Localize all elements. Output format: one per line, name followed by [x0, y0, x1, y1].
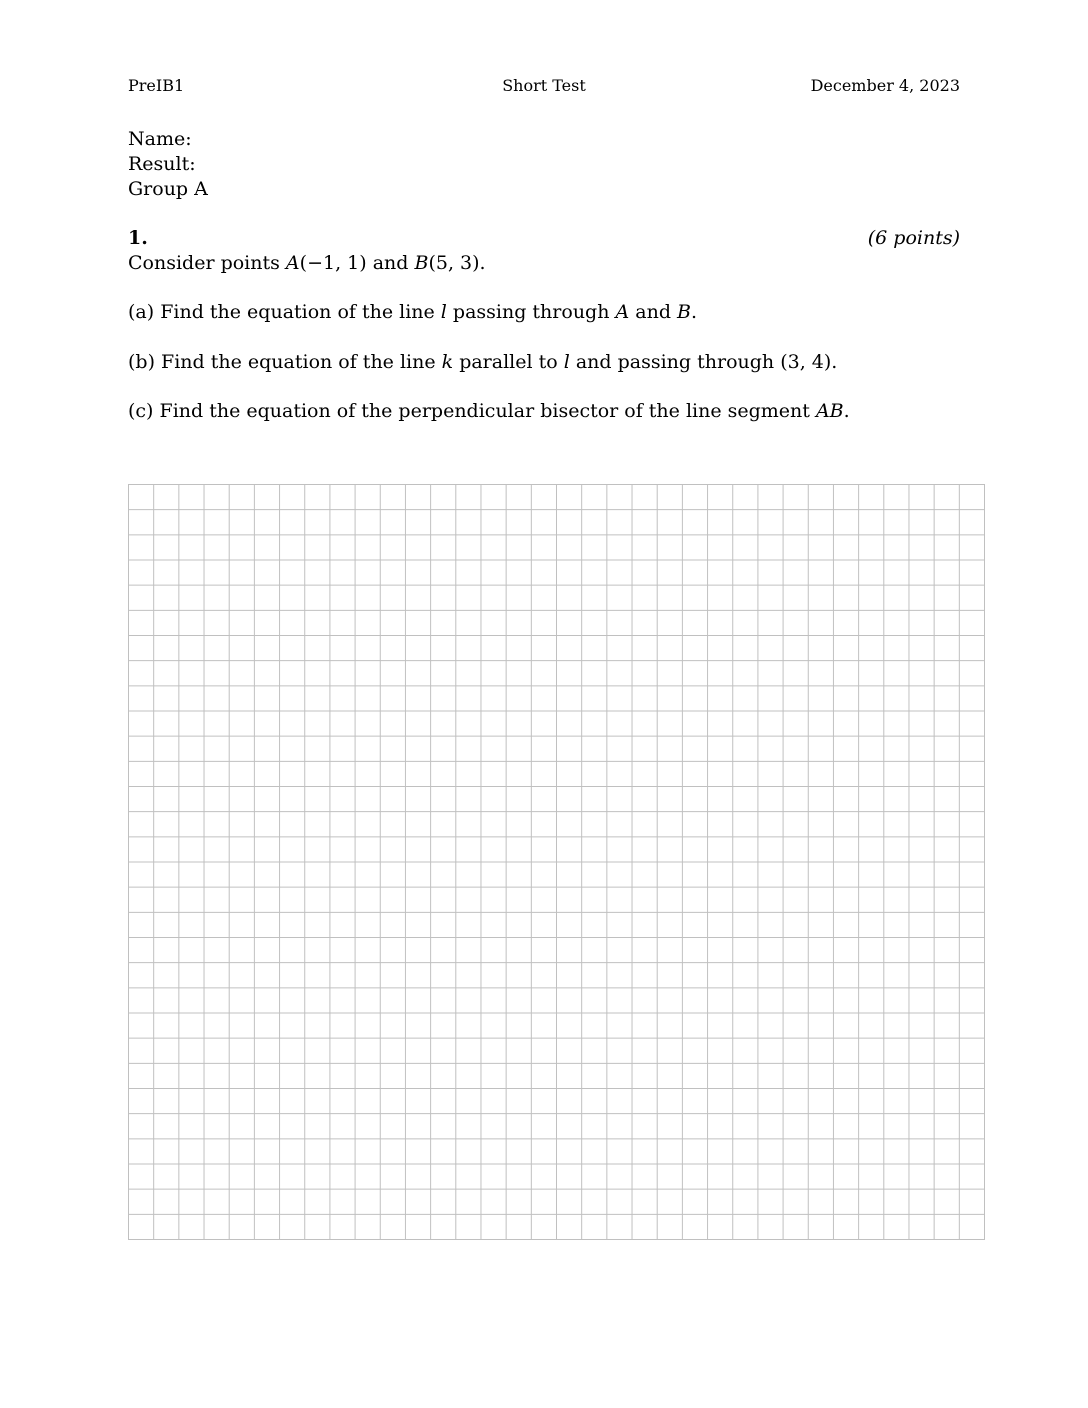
point-coords: (3, 4): [780, 351, 832, 373]
part-a-text: Find the equation of the line: [154, 301, 441, 323]
part-a-text: .: [691, 301, 698, 323]
test-date: December 4, 2023: [810, 76, 960, 95]
part-a-label: (a): [128, 301, 155, 323]
point-b-coords: (5, 3): [428, 252, 480, 274]
problem-number: 1.: [128, 227, 148, 249]
result-label: Result:: [128, 153, 196, 175]
intro-prefix: Consider points: [128, 252, 286, 274]
var-a: A: [615, 301, 630, 323]
point-a-label: A: [285, 252, 300, 274]
answer-grid: [128, 484, 985, 1240]
group-label: Group A: [128, 178, 208, 200]
student-info: [128, 127, 208, 202]
part-b-label: (b): [128, 351, 155, 373]
var-ab: AB: [815, 400, 844, 422]
part-b-text: parallel to: [453, 351, 564, 373]
intro-and: and: [366, 252, 415, 274]
grid-paper: [128, 484, 985, 1240]
var-k: k: [441, 351, 454, 373]
part-a-text: and: [629, 301, 678, 323]
part-b-text: and passing through: [569, 351, 781, 373]
course-code: PreIB1: [128, 76, 185, 95]
part-c: [128, 400, 850, 422]
part-c-text: Find the equation of the perpendicular bisector of the line segment: [153, 400, 816, 422]
var-l: l: [563, 351, 570, 373]
point-b-label: B: [414, 252, 429, 274]
name-label: Name:: [128, 128, 192, 150]
var-b: B: [677, 301, 692, 323]
problem-points: (6 points): [867, 227, 960, 249]
var-l: l: [440, 301, 447, 323]
part-a: [128, 301, 697, 323]
problem-intro: [128, 252, 486, 274]
page-header: [128, 76, 960, 102]
test-title: Short Test: [502, 76, 586, 95]
intro-suffix: .: [479, 252, 486, 274]
part-b: [128, 351, 837, 373]
part-b-text: .: [831, 351, 838, 373]
problem-header: [128, 227, 960, 253]
part-c-text: .: [843, 400, 850, 422]
part-b-text: Find the equation of the line: [155, 351, 442, 373]
point-a-coords: (−1, 1): [299, 252, 367, 274]
part-c-label: (c): [128, 400, 154, 422]
part-a-text: passing through: [446, 301, 616, 323]
